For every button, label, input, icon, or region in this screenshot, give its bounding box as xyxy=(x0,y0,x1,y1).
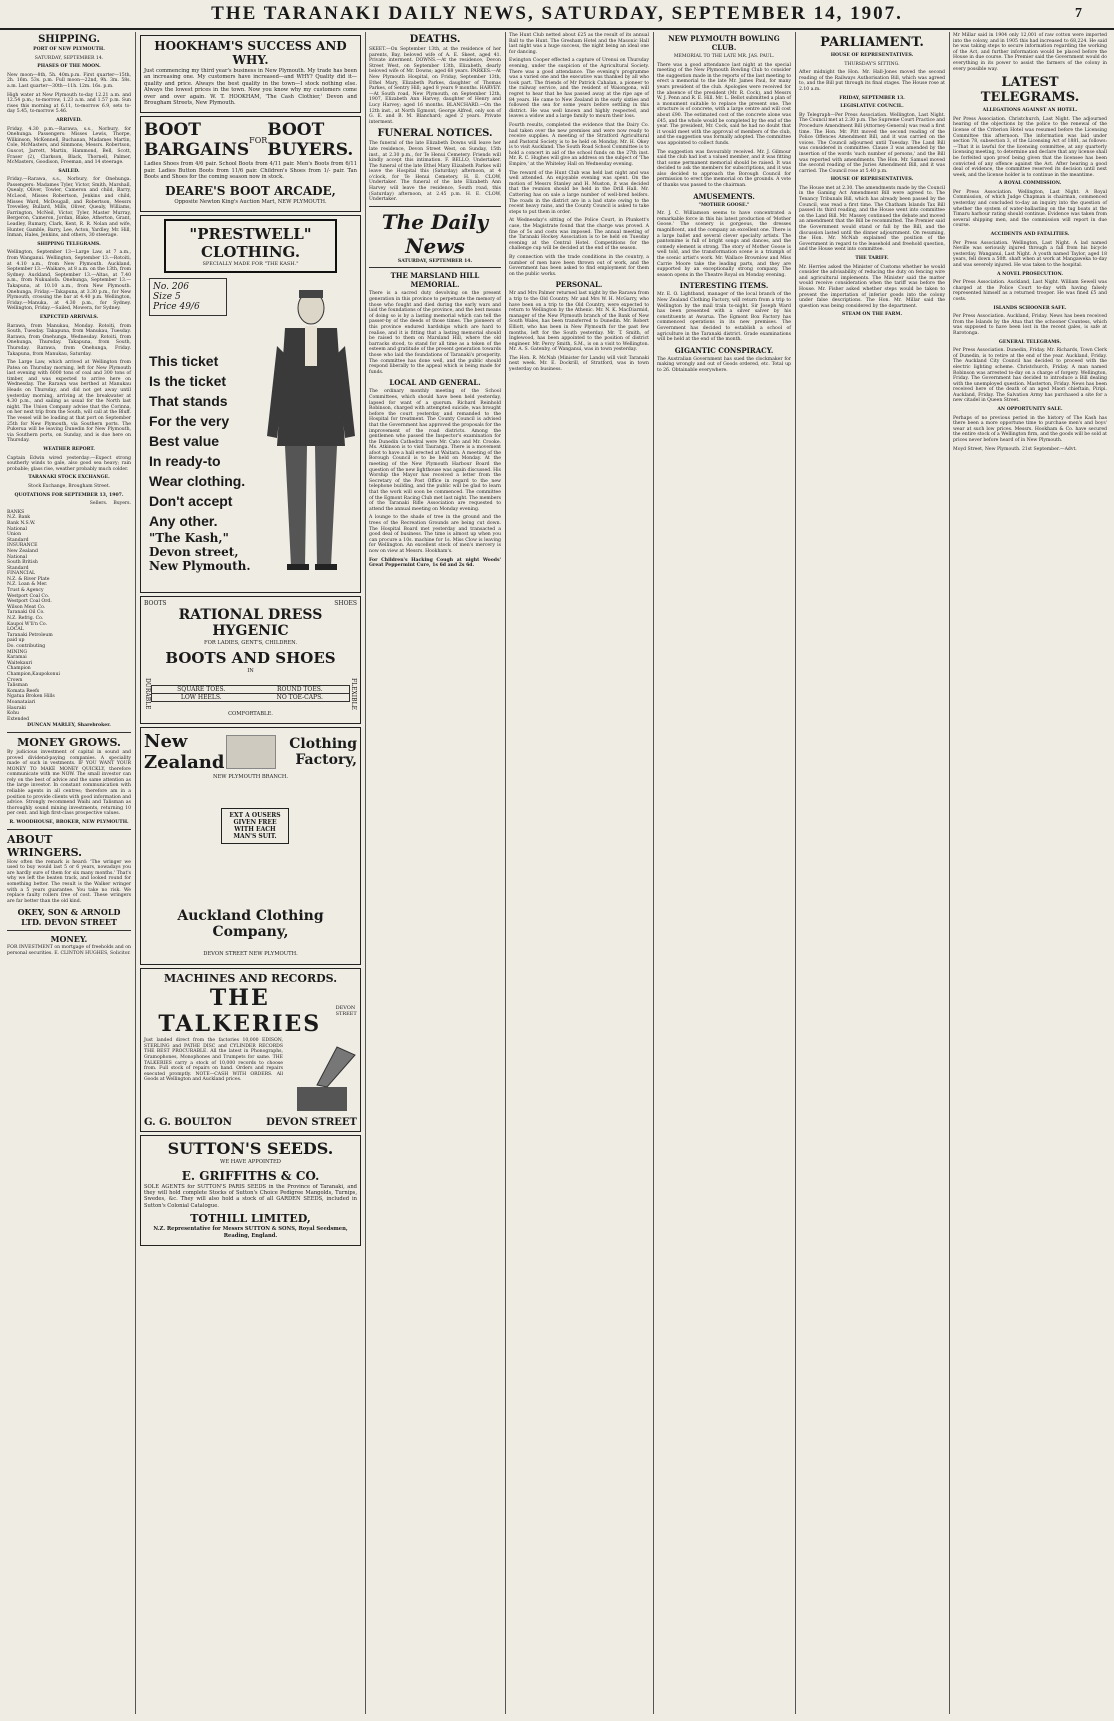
column-rule xyxy=(135,32,136,1714)
personal-tail: The Hon. R. McNab (Minister for Lands) will visit Taranaki next week. Mr. E. Dockrill, of Stratford, was in town yesterday on business. xyxy=(509,355,649,373)
low-heels: LOW HEELS. xyxy=(180,694,222,702)
quotation-row: Taranaki Petroleum xyxy=(7,632,53,638)
buyers-col: Buyers. xyxy=(113,501,131,507)
ticket-price: Price 49/6 xyxy=(153,302,200,313)
ticket-size: Size 5 xyxy=(153,292,181,303)
sailed-text: Friday.—Rarawa, s.s., Norbury, for Onehunga. Passengers: Madames Tyler, Victor, Smith, Marshall, Quealy, Oliver, Towler, Cameron and child, Barry, McLeod, Misses Robertson, Jenkins and child, Misses Ward, McDougall, and Robertson, Messrs Trevelley, Bullard, Mills, Oliver, Quealy, Williams, Farrington, McNeil, Victor, Tyler, Master Murray, Bergeron, Cameron, Jordan, Blake, Atherton, Grant, Leadley, Rumary, Clark, Kent, R. R. Nolan and wife, Hunter, Gamble, Barry, Lee, Acton, Yardley, Mr. Hill, Inman, Hales, Jenkins, and others, 30 steerage. xyxy=(7,177,131,239)
quotation-row: Champion xyxy=(7,666,31,672)
ticket-line: In ready-to xyxy=(149,453,221,470)
general-text: Per Press Association. Dunedin, Friday. Mr. Richards, Town Clerk of Dunedin, is to retire at the end of the year. Auckland, Friday. The Auckland City Council has decided to proceed with the electric lighting scheme. Christchurch, Friday. A man named Robinson was arrested to-day on a charge of forgery. Wellington, Friday. The Government has decided to introduce a Bill dealing with the unemployed question. Masterton, Friday. News has been received here of the death of an aged Maori chieftain, Piripi. Auckland, Friday. The Salvation Army has purchased a site for a new citadel in Queen Street. xyxy=(953,348,1107,404)
local-text: The ordinary monthly meeting of the School Committees, which should have been held yesterday, lapsed for want of a quorum. Richard Reinhold Robinson, charged with attempted suicide, was brought before the court yesterday and remanded to the Hospital for treatment. The County Council is advised that the Government has approved the proposals for the improvement of the road districts. Among the gentlemen who passed the Inspector's examination for the Dunedin Cathedral were Mr. Cato and Mr. Crooke. Ms. Atkinson is to visit Tauranga. There is a movement afoot to have a hall erected at Waitara. A meeting of the Borough Council is to be held on Monday. At the meeting of the New Plymouth Harbour Board the question of the new lighthouse was again discussed. His Worship the Mayor has received a letter from the Secretary of the Post Office in regard to the new telephone building, and the public will be glad to learn that the work will soon be commenced. The committee of the Egmont Racing Club met last night. The members of the Taranaki Rifle Association are requested to attend the annual meeting on Monday evening. xyxy=(369,389,501,512)
ticket-line: Best value xyxy=(149,433,220,450)
quotations-cols xyxy=(7,501,131,507)
stock-sub: Stock Exchange, Brougham Street. xyxy=(27,483,110,489)
quotation-row: Waitekauri xyxy=(7,660,33,666)
griffiths-text: SOLE AGENTS for SUTTON'S PARIS SEEDS in the Province of Taranaki, and they will hold complete Stocks of Sutton's Choice Pedigree Mangolds, Turnips, Swedes, &c. They will also hold a stock of all GARDEN SEEDS, included in Sutton's Colonial Catalogue. xyxy=(144,1183,357,1209)
quotation-row: N.Z. Loan & Mer. xyxy=(7,582,48,588)
quotation-row: Wilson Meat Co. xyxy=(7,604,46,610)
square-toes: SQUARE TOES. xyxy=(152,686,251,694)
novel-text: Per Press Association. Auckland, Last Night. William Sewell was charged at the Police Court to-day with having falsely represented himself as a returned trooper. He was fined £5 and costs. xyxy=(953,280,1107,302)
ticket-line: Any other. xyxy=(149,513,218,530)
parliament-text-1: After midnight the Hon. Mr. Hall-Jones moved the second reading of the Railways Authorisation Bill, which was agreed to, and the Bill put through its final stages. The House rose at 2.10 a.m. xyxy=(799,70,945,92)
shoes-side: SHOES xyxy=(334,600,357,608)
boulton-name: G. G. BOULTON xyxy=(144,1117,232,1129)
auckland-clothing: Auckland Clothing Company, xyxy=(177,908,324,941)
daily-news-date: SATURDAY, SEPTEMBER 14. xyxy=(397,258,473,264)
quotation-row: BANKS xyxy=(7,509,25,515)
page-number: 7 xyxy=(1075,6,1084,21)
money2-text: FOR INVESTMENT on mortgage of freeholds and on personal securities. E. CLINTON HUGHES, Solicitor. xyxy=(7,945,131,956)
conspiracy-text: The Australian Government has sued the clockmaker for making wrongly and out of Goods ordered, etc. Total up to 26. Obtainable everywhere. xyxy=(657,356,791,373)
boot-for: FOR xyxy=(249,135,268,145)
quotation-row: Westport Coal Ord. xyxy=(7,599,52,605)
comfortable: COMFORTABLE. xyxy=(228,710,273,717)
rational-sub: FOR LADIES, GENT'S, CHILDREN. xyxy=(204,640,297,647)
boots-side: BOOTS xyxy=(144,600,167,608)
deaths-text: SKEET.—On September 13th, at the residence of her parents, Bay, beloved wife of A. E. Skeet, aged 41. Private interment. DOWNS.—At the residence, Devon Street West, on September 13th, Elizabeth, dearly beloved wife of Mr. Downs; aged 68 years. PARKES.—At New Plymouth Hospital, on Friday, September 13th, Ethel Mary, Elizabeth Parkes, daughter of Thomas Parkes, of Sentry Hill; aged 8 years 9 months. HARVEY.—At South road, New Plymouth, on September 12th, 1907, Elizabeth Ann Harvey, daughter of Henry and Lucy Harvey; aged 16 months. BLANCHARD.—On the 12th inst., at North Egmont, George Alfred, only son of G. E. and B. M. Blanchard; aged 2 years. Private interment. xyxy=(369,47,501,125)
personal-text: Mr and Mrs Palmer returned last night by the Rarawa from a trip to the Old Country. Mr and Mrs W. H. McGarry, who have been on a trip to the Old Country, were expected to return to Wellington by the Athenic. Mr. N. K. MacDiarmid, manager of the New Plymouth branch of the Bank of New South Wales, has been transferred to Dunedin. Mr. Robert Elliott, who has been in New Plymouth for the past few months, left for the South yesterday. Mr. T. Smith, of Inglewood, has been appointed to the position of district engineer. Mr. Percy Smith, S.M., is on a visit to Wellington. Mr. A. S. Gatenby, of Wanganui, was in town yesterday. xyxy=(509,291,649,353)
tariff-text: Mr. Herries asked the Minister of Customs whether he would consider the advisability of reducing the duty on fencing wire and agricultural implements. The Minister said the matter would receive consideration when the tariff was before the House. Mr. Fisher asked whether steps would be taken to prevent the importation of inferior goods into the colony under false descriptions. The Hon. Mr. Millar said the question was being considered by the department. xyxy=(799,264,945,309)
daily-news-nameplate: The Daily News xyxy=(381,209,489,258)
islands-heading: ISLANDS SCHOONER SAFE. xyxy=(993,305,1067,311)
islands-text: Per Press Association. Auckland, Friday. News has been received from the Islands by the Atua that the schooner Countess, which was supposed to have been lost in the recent gales, is safe at Rarotonga. xyxy=(953,314,1107,336)
durable: DURABLE xyxy=(144,678,151,710)
hookham-text: Just commencing my third year's business in New Plymouth. My trade has been an increasing one. My customers have increased—and WHY? Quality did it—quality and price. Always the best quality in the town—I stock nothing else. Always the lowest prices in the town. Now you know why my customers come over and over again. W. T. HOOKHAM, 'The Cash Clothier,' Devon and Brougham Streets, New Plymouth. xyxy=(144,68,357,107)
quotation-row: Champion,Kaupokonui xyxy=(7,671,60,677)
news-body-2: Fourth results, completed the evidence that the Dairy Co. had taken over the new premises and were now ready to receive supplies. A meeting of the Stratford Agricultural and Pastoral Society is to be held on Monday. Mr. H. Okey is to visit Auckland. The South Road School Committee is to hold a concert in aid of the school funds on the 27th inst. Mr. R. C. Hughes will give an address on the subject of 'The Empire,' at the Whiteley Hall on Wednesday evening. xyxy=(509,122,650,168)
money2-heading: MONEY. xyxy=(50,934,88,945)
quotation-row: Moanataiari xyxy=(7,699,36,705)
column-parliament xyxy=(796,32,948,1714)
legislative-council-heading: LEGISLATIVE COUNCIL. xyxy=(840,104,904,110)
bowling-heading: NEW PLYMOUTH BOWLING CLUB. xyxy=(668,34,780,52)
round-toes: ROUND TOES. xyxy=(251,686,350,694)
boots-and-shoes: BOOTS AND SHOES xyxy=(165,649,336,668)
quotation-row: Ngatua Broken Hills xyxy=(7,694,55,700)
steam-heading: STEAM ON THE FARM. xyxy=(841,312,903,318)
latest-telegrams-heading: LATEST TELEGRAMS. xyxy=(980,75,1080,106)
amusements-heading: AMUSEMENTS. xyxy=(693,191,755,201)
memorial-text: There is a sacred duty devolving on the present generation in this province to perpetuate the memory of those who fought and died during the early wars and laid the foundations of the province, and the best means of doing so is by a lasting memorial which can tell the passer-by of the deeds of those times. The pioneers of this province endured hardships which are hard to realise, and it is fitting that a lasting memorial should be raised to them on Marsland Hill, where the old barracks stood, to stand for all time as a token of the esteem and gratitude of the present generation towards those who laid the foundations of Taranaki's prosperity. The committee has done well, and the public should respond liberally to the appeal which is being made for funds. xyxy=(369,291,501,375)
expected-text: Rarawa, from Manukau, Monday. Rotoiti, from South, Tuesday. Takapuna, from Manukau, Tuesday. Rarawa, from Onehunga, Wednesday. Rotoiti, from Onehunga, Thursday. Takapuna, from South, Thursday. Rarawa, from Onehunga, Friday. Takapuna, from Manukau, Saturday. xyxy=(7,323,131,357)
quotation-row: Union xyxy=(7,532,22,538)
factory-logo xyxy=(226,735,276,769)
flexible: FLEXIBLE xyxy=(350,677,357,710)
arrived-text: Friday, 4.30 p.m.—Rarawa, s.s., Norbury, for Onehunga. Passengers: Misses Lewis, Thorpe, Wilkinson, McKennell, Buchanan, Madames Martin, Cole, McMasters, and Simmons; Messrs. Robertson, Guscot, Jarrett, Martin, Hammond, Bell, Scott, Fraser (2), Clarkson, Black, Thornell, Palmer, McMasters, Goodison, Freeman, and 14 steerage. xyxy=(7,126,131,166)
interesting-text: Mr. E. O. Lightband, manager of the local branch of the New Zealand Clothing Factory, will return from a trip to Wellington by the mail train to-night. Sir Joseph Ward has been presented with a silver salver by his constituents at Awarua. The Egmont Box Factory has commenced operations in its new premises. The Government has decided to establish a school of agriculture in the Taranaki district. Grade examinations will be held at the end of the month. xyxy=(657,292,791,343)
suttons-sub: WE HAVE APPOINTED xyxy=(220,1159,281,1166)
money-grows-text: By judicious investment of capital in sound and proved dividend-paying companies. A speciality made of such in vestments. IF YOU WANT YOUR MONEY TO MAKE MONEY QUICKLY, therefore communicate with me NOW. The small investor can rely on the best of advice and the same attention as the large investor. In constant communication with reliable agents in all centres; therefore am in a position to provide clients with good information and advice. Strongly recommend Waihi and Talisman as thoroughly sound mining investments, returning 10 per cent. and high first-class prospective values. xyxy=(7,749,131,817)
telegram-footer: Moyd Street, New Plymouth. 21st September.—Advt. xyxy=(953,446,1077,452)
sale-text: Perhaps of no previous period in the history of The Kash has there been a more opportune time to purchase men's and boys' wear at such low prices. Messrs. Hookham & Co. have secured the entire stock of a Wellington firm, and the goods will be sold at prices never before heard of in New Plymouth. xyxy=(953,415,1108,444)
parliament-text-3: The House met at 2.30. The amendments made by the Council in the Gaming Act Amendment Bill were agreed to. The Tenancy Tribunals Bill, which has already been passed by the Council, was read a first time. The Chatham Islands Tax Bill passed its third reading, and the House went into committee on the Land Bill. Mr. Massey continued the debate and moved an amendment that the Bill be recommitted. The Premier said the Government would stand or fall by the Bill, and the discussion lasted until the dinner adjournment. On resuming, the Hon. Mr. McNab explained the position of the Government in regard to the leasehold and freehold question, and the House went into committee. xyxy=(799,185,945,253)
weather-heading: WEATHER REPORT. xyxy=(43,447,95,452)
okey: OKEY, SON & ARNOLD LTD. DEVON STREET xyxy=(17,907,121,928)
tothill-sub: N.Z. Representative for Messrs SUTTON & SONS, Royal Seedsmen, Reading, England. xyxy=(153,1226,348,1239)
quotation-row: Taranaki Oil Co. xyxy=(7,610,45,616)
quotation-row: N.Z. & River Plate xyxy=(7,576,50,582)
accidents-heading: ACCIDENTS AND FATALITIES. xyxy=(990,232,1070,238)
bowling-text: There was a good attendance last night at the special meeting of the New Plymouth Bowling Club to consider the suggestion made in the reports of the last meeting to erect a memorial to the late Mr. James Paul, for many years president of the club. Apologies were received for the absence of the president (Mr. R. Cock), and Messrs W. J. Penn and R. E. Hill. Mr. L. Bellot submitted a plan of a monument suitable to replace the present one. The structure is of concrete, with a large centre and will cost about £90. The estimated cost of the concrete alone was £45, and the whole would be completed by the end of the year. The president, Mr. Cock, said he had no doubt that it would meet with the approval of members of the club, and the suggestion was formally adopted. The committee was appointed to collect funds. xyxy=(657,62,792,146)
house-heading: HOUSE OF REPRESENTATIVES. xyxy=(830,177,914,183)
general-heading: GENERAL TELEGRAMS. xyxy=(998,339,1062,345)
prestwell-banner xyxy=(164,219,337,273)
column-deaths-editorial xyxy=(366,32,504,1714)
quotations-heading: QUOTATIONS FOR SEPTEMBER 13, 1907. xyxy=(14,492,124,498)
quotation-row: Standard xyxy=(7,565,29,571)
column-telegrams xyxy=(950,32,1110,1714)
kash-ad xyxy=(140,215,361,593)
deare-name: DEARE'S BOOT ARCADE, xyxy=(165,183,336,198)
suttons-heading: SUTTON'S SEEDS. xyxy=(167,1139,334,1159)
machines-records: MACHINES AND RECORDS. xyxy=(163,972,338,986)
section-heading: SHIPPING. xyxy=(38,34,100,45)
rational-in: IN xyxy=(247,668,254,675)
stock-heading: TARANAKI STOCK EXCHANGE. xyxy=(28,475,110,481)
quotation-row: National xyxy=(7,526,28,532)
telegram-intro: Mr Millar said in 1904 only 12,001 of raw cotton were imported into the colony, and in 1905 this had increased to 68,224. He said he was taking steps to secure information regarding the working of the Act, and further information would be placed before the House in due course. The Premier said the Government would do everything in its power to assist the farmers of the colony in every possible way. xyxy=(953,33,1107,72)
port-date: SATURDAY, SEPTEMBER 14. xyxy=(34,55,104,61)
news-body-3: The reward of the Hunt Club was held last night and was well attended. An enjoyable evening was spent. On the motion of Messrs Stanley and H. Muston, it was decided that the reunion should be held in the Drill Hall. Mr. Cattering has on sale a large number of well-bred heifers. The roads in the district are in a bad state owing to the recent heavy rains, and the County Council is asked to take steps to put them in order. xyxy=(509,170,649,215)
conspiracy-heading: GIGANTIC CONSPIRACY. xyxy=(674,345,774,355)
masthead-title: THE TARANAKI DAILY NEWS, SATURDAY, SEPTEMBER 14, 1907. xyxy=(211,3,903,24)
quotation-row: Karamai xyxy=(7,655,27,661)
wringers-text: How often the remark is heard: 'The wringer we used to buy would last 5 or 6 years, nowadays you are hardly sure of them for six many months.' That's why we left the beaten track, and looked round for something better. The result is the Walker wringer with a 5 years guarantee. You take no risk. We replace faulty rollers free of cost. These wringers are far better than the old kind. xyxy=(7,859,131,904)
accidents-text: Per Press Association. Wellington, Last Night. A lad named Neville was seriously injured through a fall from his bicycle yesterday. Wanganui, Last Night. A youth named Taylor, aged 18 years, fell down a 50ft. shaft when at work at Mangaweka to-day and was severely injured. He was taken to the hospital. xyxy=(953,240,1107,268)
wringers-heading: ABOUT WRINGERS. xyxy=(7,832,82,859)
bowling-sub: MEMORIAL TO THE LATE MR. JAS. PAUL. xyxy=(673,54,775,59)
funeral-heading: FUNERAL NOTICES. xyxy=(377,128,493,140)
friday-heading: FRIDAY, SEPTEMBER 13. xyxy=(839,95,905,101)
quotation-row: Kaupoi W'll'n Co. xyxy=(7,621,48,627)
novel-heading: A NOVEL PROSECUTION. xyxy=(996,271,1063,277)
quotation-row: Hauraki xyxy=(7,705,26,711)
phases-heading: PHASES OF THE MOON. xyxy=(37,64,101,70)
quotation-row: N.Z. Refrig. Co. xyxy=(7,616,44,622)
royal-commission-heading: A ROYAL COMMISSION. xyxy=(998,181,1062,187)
man-illustration xyxy=(263,286,358,576)
boot-bargains: BOOT BARGAINS xyxy=(144,120,250,161)
hotel-text: Per Press Association. Christchurch, Last Night. The adjourned hearing of the objections by the police to the renewal of the license of the Criterion Hotel was resumed before the Licensing Committee this afternoon. The information was laid under section 78, subsection 3, of the Licensing Act of 1881, as follows:—That it is lawful for the licensing committee, at any quarterly licensing meeting, to determine and declare that any license shall be forfeited upon proof being given that the licensee has been convicted of any offence against the Act. After hearing a good deal of evidence, the committee reserved its decision until next week, and the license holder is to continue in the meantime. xyxy=(953,116,1107,178)
ticket-line: Is the ticket xyxy=(149,373,227,390)
gramophone-illustration xyxy=(287,1037,357,1117)
deare-ad xyxy=(140,116,361,212)
ticket-line: Don't accept xyxy=(149,493,233,510)
quotation-row: Extended xyxy=(7,716,30,722)
quotation-row: Standard xyxy=(7,537,29,543)
talkeries-text: Just landed direct from the factories 10,000 EDISON, STERLING and PATHE DISC and CYLINDER RECORDS THE BEST PROCURABLE. All the latest in Phonographs, Gramophones, Monophones and Trumpets for same. THE TALKERIES carry a stock of 10,000 records to choose from. Full stock of repairs on hand. Orders and repairs executed promptly. NOTE—CASH WITH ORDERS. All Goods at Wellington and Auckland prices. xyxy=(144,1038,283,1083)
ticket-line: That stands xyxy=(149,393,228,410)
devon-street-label: DEVON STREET xyxy=(335,1005,357,1018)
sale-heading: AN OPPORTUNITY SALE. xyxy=(997,407,1063,413)
tothill: TOTHILL LIMITED, xyxy=(190,1212,311,1226)
quotation-row: National xyxy=(7,554,28,560)
mother-goose-text: Mr. J. C. Williamson seems to have concentrated a remarkable force in this his latest production of 'Mother Goose.' The scenery is gorgeous, the dresses magnificent, and the company an excellent one. There is a large ballet and several clever specialty artists. The pantomime is full of bright songs and dances, and the comedy element is strong. The story of Mother Goose is well told, and the transformation scene is a triumph of the scenic artist's work. Mr. Wallace Brownlow and Miss Carrie Moore take the leading parts, and they are supported by an exceptionally strong company. The season opens in the Theatre Royal on Monday evening. xyxy=(657,211,791,278)
quotations-list xyxy=(7,510,131,723)
masthead xyxy=(0,0,1114,30)
quotation-row: South British xyxy=(7,560,38,566)
rational-dress-ad xyxy=(140,596,361,724)
column-bowling-amusements xyxy=(654,32,794,1714)
free-trousers-box: EXT A OUSERS GIVEN FREE WITH EACH MAN'S SUIT. xyxy=(221,808,289,844)
quotation-row: MINING xyxy=(7,649,28,655)
parliament-heading: PARLIAMENT. xyxy=(820,35,924,50)
suttons-ad xyxy=(140,1135,361,1246)
quotation-row: Kohu xyxy=(7,711,19,717)
interesting-heading: INTERESTING ITEMS. xyxy=(679,281,769,291)
hotel-heading: ALLEGATIONS AGAINST AN HOTEL. xyxy=(982,108,1078,114)
news-body-4: At Wednesday's sitting of the Police Court, in Plunkett's case, the Magistrate found that the charge was proved. A fine of 5s and costs was imposed. The annual meeting of the Taranaki Hockey Association is to be held on Tuesday evening at the Central Hotel. Competitions for the challenge cup will be decided at the end of the season. xyxy=(509,218,649,252)
news-body-1: Ewington Cooper effected a capture of Urenui on Thursday evening, under the suspicion of the Agricultural Society. There was a good attendance. The evening's programme was a varied one and the executive was thanked by all who took part. The friends of Mr Patrick Cahalan, a pioneer to the railway service, and the resident of Waiongona, will regret to hear that he has passed away at the ripe age of 84 years. He came to New Zealand in the early sixties and followed the sea for some years before settling in this district. He was well known and highly respected, and leaves a widow and a large family to mourn their loss. xyxy=(509,58,649,120)
shipping-telegrams-heading: SHIPPING TELEGRAMS. xyxy=(37,241,101,247)
sellers-col: Sellers. xyxy=(89,501,108,507)
parliament-text-2: By Telegraph—Per Press Association. Wellington, Last Night. The Council met at 2.30 p.m. The Supreme Court Practice and Procedure Amendment Bill (Attorney-General) was read a first time. The Hon. Mr. Pitt moved the second reading of the Police Offences Amendment Bill, and it was carried on the voices. The Council adjourned until Tuesday. The Land Bill was considered in committee. Clause 3 was amended by the insertion of the words 'such number of persons,' and the Bill was reported with amendments. The Hon. Mr. Samuel moved the second reading of the Juries Amendment Bill, and it was carried. The Council rose at 5.40 p.m. xyxy=(799,112,945,174)
clothing-factory: Clothing Factory, xyxy=(289,736,357,769)
quotation-row: INSURANCE xyxy=(7,543,38,549)
quotation-row: paid up xyxy=(7,638,25,644)
quotation-row: Trust & Agency xyxy=(7,588,44,594)
ticket-line: Wear clothing. xyxy=(149,473,246,490)
hookham-heading: HOOKHAM'S SUCCESS AND WHY. xyxy=(154,39,347,67)
broker: DUNCAN MARLEY, Sharebroker. xyxy=(27,723,111,729)
quotation-row: Crown xyxy=(7,677,23,683)
no-toe-caps: NO TOE-CAPS. xyxy=(276,694,323,702)
local-heading: LOCAL AND GENERAL. xyxy=(389,378,481,388)
quotation-row: Do. contributing xyxy=(7,644,46,649)
kash-address: "The Kash," Devon street, New Plymouth. xyxy=(149,531,251,574)
cough-ad: For Children's Hacking Cough at night Woods' Great Peppermint Cure, 1s 6d and 2s 6d. xyxy=(369,557,501,569)
mother-goose-heading: "MOTHER GOOSE." xyxy=(698,202,750,208)
news-intro: The Hunt Club netted about £25 as the result of its annual Ball to the Hunt. The Gresham Hotel and the Masonic Hall last night was a huge success, the night being an ideal one for dancing. xyxy=(509,33,649,55)
sailed-heading: SAILED. xyxy=(58,168,80,174)
new-zealand: New Zealand xyxy=(144,731,225,774)
price-ticket xyxy=(149,278,227,316)
royal-commission-text: Per Press Association. Wellington, Last Night. A Royal Commission, of which Judge Chapman is chairman, commenced yesterday and concluded to-day an inquiry into the question of whether the system of water-ballasting on the tug boats at the Timaru harbour rating should continue. Evidence was taken from several shipping men, and the commission will report in due course. xyxy=(953,189,1107,229)
griffiths: E. GRIFFITHS & CO. xyxy=(181,1168,320,1183)
boot-buyers: BOOT BUYERS. xyxy=(267,120,354,161)
arrived-heading: ARRIVED. xyxy=(56,117,82,123)
auckland-address: DEVON STREET NEW PLYMOUTH. xyxy=(203,950,298,957)
nz-branch: NEW PLYMOUTH BRANCH. xyxy=(212,774,289,781)
column-local-news xyxy=(506,32,652,1714)
quotation-row: New Zealand xyxy=(7,548,38,554)
tide-text: High water at New Plymouth to-day 12.21 a.m. and 12.54 p.m.; to-morrow, 1.23 a.m. and 1.57 p.m. Sun rises this morning at 6.11, to-morrow 6.9, sets to-day 5.45, to-morrow 5.46. xyxy=(7,92,131,115)
rational-heading: RATIONAL DRESS HYGENIC xyxy=(178,607,323,640)
phases-text: New moon—8th, 5h. 40m.p.m. First quarter—15th, 2h. 16m. 53s. p.m. Full moon—22nd, 9h. 3m. 58s. a.m. Last quarter—30th—11h. 12m. 16s. p.m. xyxy=(7,72,131,89)
quotation-row: FINANCIAL xyxy=(7,571,36,577)
boot-items: Ladies Shoes from 4/6 pair. School Boots from 4/11 pair. Men's Boots from 6/11 pair. Ladies Button Boots from 11/6 pair. Children's Shoes from 1/- pair. Tan Boots and Shoes for the coming season now in stock. xyxy=(144,161,357,181)
quotation-row: Westport Coal Co. xyxy=(7,593,50,599)
ticket-line: This ticket xyxy=(149,353,219,370)
nz-clothing-ad xyxy=(140,727,361,965)
quotation-row: N.Z. Bank xyxy=(7,515,31,521)
memorial-heading: THE MARSLAND HILL MEMORIAL. xyxy=(390,271,480,290)
personal-heading: PERSONAL. xyxy=(555,280,603,290)
ticket-line: For the very xyxy=(149,413,230,430)
ticket-slogan xyxy=(149,351,245,531)
column-shipping xyxy=(4,32,134,1714)
prestwell-title: "PRESTWELL" CLOTHING. xyxy=(189,225,312,262)
prestwell-sub: SPECIALLY MADE FOR "THE KASH." xyxy=(202,261,299,268)
quotation-row: Komata Reefs xyxy=(7,688,40,694)
quotation-row: Talisman xyxy=(7,683,28,689)
quotation-row: Bank N.S.W. xyxy=(7,520,36,526)
tariff-heading: THE TARIFF. xyxy=(855,256,889,261)
ticket-no: No. 206 xyxy=(153,282,190,293)
deaths-heading: DEATHS. xyxy=(409,34,461,45)
money-grows-heading: MONEY GROWS. xyxy=(17,735,121,749)
weather-text: Captain Edwin wired yesterday:—Expect strong southerly winds to gale, also good sea heavy; rain probable; glass rise, weather probably much colder. xyxy=(7,455,131,472)
funeral-text: The funeral of the late Elizabeth Downs will leave her late residence, Devon Street West, on Sunday, 15th inst., at 2.30 p.m., for Te Henui Cemetery. Friends will kindly accept this intimation. F. BELLO, Undertaker. The funeral of the late Ethel Mary Elizabeth Parkes will leave the Hospital this (Saturday) afternoon, at 4 o'clock, for Te Henui Cemetery. H. E. CLOW, Undertaker. The funeral of the late Elizabeth Ann Harvey will leave the residence, South road, this (Saturday) afternoon, at 2.45 p.m. H. E. CLOW, Undertaker. xyxy=(369,141,501,203)
talkeries-ad xyxy=(140,968,361,1132)
port-heading: PORT OF NEW PLYMOUTH. xyxy=(33,47,105,52)
local-text-2: A lounge to the shade of tree in the ground and the trees of the Recreation Grounds are being cut down. The Hospital Board met yesterday and transacted a good deal of business. The time is almost up when you can procure a 10s. machine for 1s. Miss Clow is leaving for Wellington. An excellent stock of men's mercery is now on view at Messrs. Hookham's. xyxy=(369,515,501,554)
woodhouse: R. WOODHOUSE, BROKER, NEW PLYMOUTH. xyxy=(9,820,129,826)
bowling-body: The suggestion was favourably received. Mr. J. Gilmour said the club had lost a valued member, and it was fitting that some permanent memorial should be raised. It was decided to ask the members for subscriptions, and it was also decided to approach the Borough Council for permission to erect the memorial on the grounds. A vote of thanks was passed to the chairman. xyxy=(657,149,791,189)
news-body-5: By connection with the trade conditions in the country, a number of men have been thrown out of work, and the Government has been asked to find employment for them on the public works. xyxy=(509,254,649,277)
house-sub: HOUSE OF REPRESENTATIVES. xyxy=(830,53,914,58)
deare-sub: Opposite Newton King's Auction Mart, NEW PLYMOUTH. xyxy=(174,198,327,205)
column-advertisements xyxy=(137,32,364,1714)
shipping-notes: The Large Law, which arrived at Wellington from Patea on Thursday morning, left for New Plymouth last evening with 6000 tons of coal and 300 tons of timber, and was expected to arrive here on Wednesday. The Rarawa was berthed at Manukau Heads on Thursday, and did not get away until yesterday morning, arriving at the breakwater at 4.30 p.m., and sailing as usual for the North last night. The Union Company advise that the Corinna, on her next trip from the South, will call at the Bluff. The vessel will be loading at that port on September 25th for New Plymouth, via Southern ports. The Pukerua will be leaving Dunedin for New Plymouth, via Southern ports, on Sunday, and is due here on Thursday. xyxy=(7,360,131,444)
thursday-sitting: THURSDAY'S SITTING. xyxy=(844,61,900,67)
quotation-row: LOCAL xyxy=(7,627,24,633)
talkeries-name: THE TALKERIES xyxy=(158,985,322,1038)
hookham-ad xyxy=(140,35,361,113)
shipping-telegrams-text: Wellington, September 13—Large Law, at 7 a.m., from Wanganui. Wellington, September 13.—Rotoiti, at 4.10 a.m., from New Plymouth. Auckland, September 13.—Waikare, at 8 a.m. on the 13th, from Sydney. Auckland, September 13.—Altas, at 7.40 a.m., from Nukualofa. Onehunga, September 13.—Takapuna, at 10.10 a.m., from New Plymouth. Onehunga, Friday.—Takapuna, at 3.30 p.m., for New Plymouth, crossing the bar at 4.40 p.m. Wellington, Friday.—Manuka, at 4.30 p.m., for Sydney. Wellington, Friday.—Sailed, Mowera, for Sydney. xyxy=(7,250,131,312)
expected-heading: EXPECTED ARRIVALS. xyxy=(39,314,99,320)
boulton-street: DEVON STREET xyxy=(266,1117,357,1129)
